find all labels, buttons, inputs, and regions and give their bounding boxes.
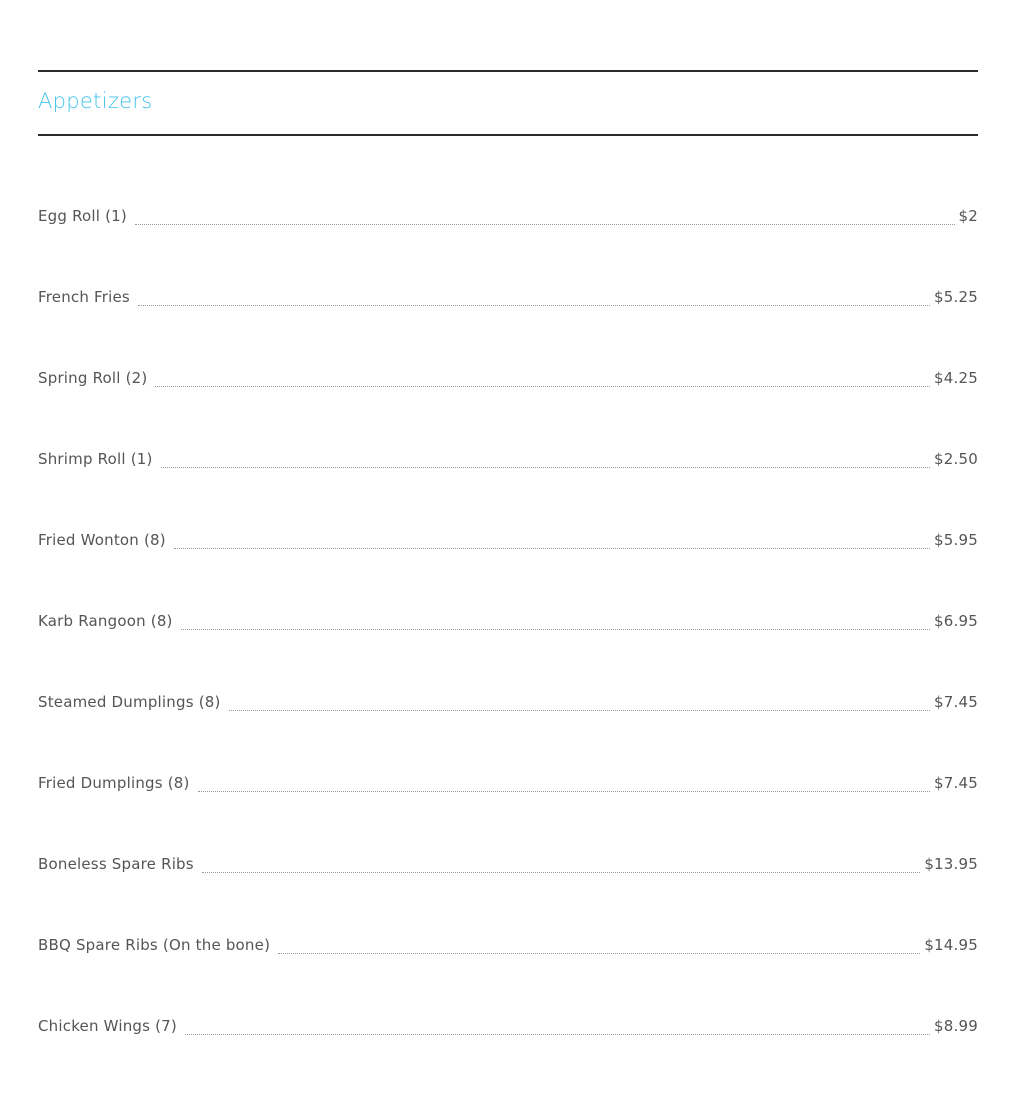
menu-item-name: Fried Wonton (8) <box>38 531 166 549</box>
menu-item-price: $13.95 <box>924 855 978 873</box>
menu-item-price: $5.25 <box>934 288 978 306</box>
menu-item <box>38 612 978 693</box>
menu-item <box>38 774 978 855</box>
menu-item <box>38 855 978 936</box>
menu-section-appetizers <box>38 70 978 1098</box>
menu-item-name: Chicken Wings (7) <box>38 1017 177 1035</box>
menu-item-price: $7.45 <box>934 774 978 792</box>
dotted-leader <box>181 628 930 630</box>
dotted-leader <box>135 223 955 225</box>
dotted-leader <box>278 952 920 954</box>
dotted-leader <box>138 304 930 306</box>
menu-item-name: Karb Rangoon (8) <box>38 612 173 630</box>
menu-item-name: Spring Roll (2) <box>38 369 148 387</box>
dotted-leader <box>229 709 931 711</box>
menu-item-name: Fried Dumplings (8) <box>38 774 190 792</box>
menu-item-name: Egg Roll (1) <box>38 207 127 225</box>
menu-item-price: $7.45 <box>934 693 978 711</box>
menu-item <box>38 1017 978 1098</box>
menu-item-name: Boneless Spare Ribs <box>38 855 194 873</box>
menu-item-name: Steamed Dumplings (8) <box>38 693 221 711</box>
menu-item <box>38 207 978 288</box>
section-title: Appetizers <box>38 89 153 113</box>
menu-item-price: $8.99 <box>934 1017 978 1035</box>
menu-item-price: $6.95 <box>934 612 978 630</box>
menu-item-price: $2 <box>958 207 978 225</box>
dotted-leader <box>161 466 931 468</box>
menu-item <box>38 288 978 369</box>
dotted-leader <box>202 871 921 873</box>
dotted-leader <box>198 790 930 792</box>
menu-item-price: $5.95 <box>934 531 978 549</box>
menu-item <box>38 369 978 450</box>
menu-item-price: $4.25 <box>934 369 978 387</box>
menu-item-price: $2.50 <box>934 450 978 468</box>
section-header <box>38 70 978 136</box>
menu-item-name: French Fries <box>38 288 130 306</box>
menu-item-name: Shrimp Roll (1) <box>38 450 153 468</box>
menu-item-name: BBQ Spare Ribs (On the bone) <box>38 936 271 954</box>
dotted-leader <box>174 547 930 549</box>
menu-item <box>38 693 978 774</box>
dotted-leader <box>155 385 930 387</box>
dotted-leader <box>185 1033 930 1035</box>
menu-item <box>38 936 978 1017</box>
menu-item <box>38 450 978 531</box>
menu-item-price: $14.95 <box>924 936 978 954</box>
menu-item-list <box>38 207 978 1098</box>
menu-item <box>38 531 978 612</box>
